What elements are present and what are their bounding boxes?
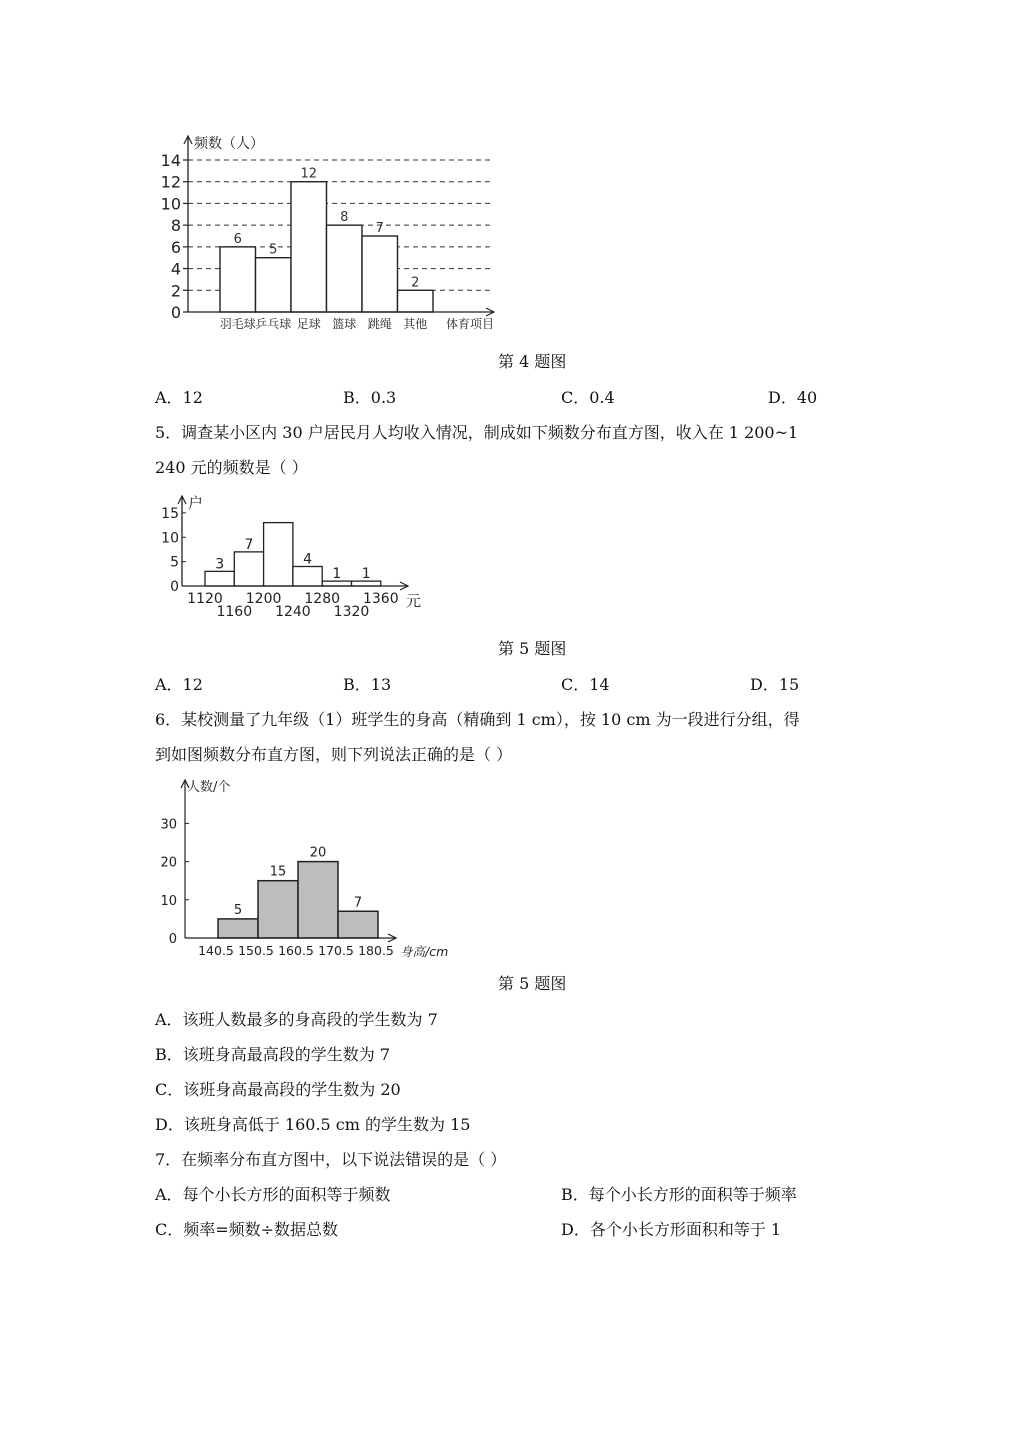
- q5-x-bin-label: 1360: [362, 591, 399, 607]
- q5-y-tick-label: 5: [170, 554, 179, 571]
- q6-option-a: A．该班人数最多的身高段的学生数为 7: [155, 1010, 438, 1029]
- q4-bar: [362, 236, 398, 312]
- q6-stem-line2: 到如图频数分布直方图，则下列说法正确的是（ ）: [155, 745, 513, 764]
- q5-bar: [234, 552, 263, 586]
- q6-y-tick-label: 30: [160, 817, 177, 833]
- q5-x-axis-label: 元: [406, 592, 422, 610]
- q5-bar-value-label: 4: [303, 551, 313, 568]
- q7-option-c: C．频率=频数÷数据总数: [155, 1220, 339, 1239]
- q5-y-tick-label: 0: [170, 579, 179, 595]
- q7-option-b: B．每个小长方形的面积等于频率: [561, 1185, 797, 1204]
- q5-bar: [293, 567, 322, 587]
- q6-bar: [338, 911, 378, 938]
- q4-bar-value-label: 6: [233, 231, 242, 247]
- q4-y-tick-label: 2: [170, 281, 181, 301]
- q6-y-tick-label: 20: [160, 855, 177, 871]
- q6-histogram: [150, 772, 460, 962]
- q5-bar: [264, 523, 293, 586]
- q6-stem-line1: 6．某校测量了九年级（1）班学生的身高（精确到 1 cm），按 10 cm 为一段进行分组，得: [155, 710, 800, 729]
- q5-x-bin-label: 1160: [216, 604, 253, 620]
- q5-stem-line1: 5．调查某小区内 30 户居民月人均收入情况，制成如下频数分布直方图，收入在 1 200~1: [155, 423, 799, 442]
- q6-x-bin-label: 180.5: [358, 943, 394, 958]
- q4-x-category-label: 跳绳: [367, 317, 392, 331]
- q4-y-tick-label: 10: [160, 194, 181, 214]
- q7-stem: 7．在频率分布直方图中，以下说法错误的是（ ）: [155, 1150, 507, 1169]
- q6-option-c: C．该班身高最高段的学生数为 20: [155, 1080, 401, 1099]
- q6-y-tick-label: 10: [160, 893, 177, 909]
- q6-bar: [258, 881, 298, 938]
- q5-option-a: A．12: [155, 675, 203, 694]
- q4-x-axis-label: 体育项目: [446, 317, 495, 331]
- q4-x-category-label: 足球: [296, 317, 321, 331]
- q4-option-a: A．12: [155, 388, 203, 407]
- q6-y-tick-label: 0: [168, 932, 177, 947]
- q5-stem-line2: 240 元的频数是（ ）: [155, 458, 308, 477]
- q4-x-category-label: 篮球: [332, 317, 357, 331]
- q6-bar: [298, 862, 338, 938]
- q4-bar: [327, 225, 363, 312]
- q6-option-b: B．该班身高最高段的学生数为 7: [155, 1045, 391, 1064]
- q4-y-tick-label: 0: [170, 303, 181, 322]
- q4-bar-value-label: 5: [269, 242, 278, 258]
- q4-bar: [256, 258, 292, 312]
- q6-x-axis-label: 身高/cm: [400, 944, 449, 959]
- q4-bar-value-label: 2: [411, 275, 420, 291]
- q5-y-tick-label: 15: [161, 505, 179, 522]
- q4-y-tick-label: 8: [170, 216, 181, 236]
- q7-option-a: A．每个小长方形的面积等于频数: [155, 1185, 391, 1204]
- q4-bar-value-label: 8: [340, 210, 349, 226]
- q6-bar-value-label: 5: [233, 902, 243, 918]
- q6-bar: [218, 919, 258, 938]
- q4-bar-chart: [150, 128, 510, 338]
- q5-y-axis-label: 户: [188, 494, 204, 512]
- q5-bar-value-label: 1: [332, 566, 342, 583]
- q5-x-bin-label: 1200: [245, 591, 282, 607]
- q4-bar: [220, 247, 256, 312]
- q6-y-axis-label: 人数/个: [187, 780, 231, 795]
- q4-bar-value-label: 7: [375, 221, 384, 236]
- q6-option-d: D．该班身高低于 160.5 cm 的学生数为 15: [155, 1115, 471, 1134]
- q4-x-category-label: 乒乓球: [255, 317, 292, 331]
- q7-option-d: D．各个小长方形面积和等于 1: [561, 1220, 782, 1239]
- q4-y-tick-label: 14: [160, 151, 181, 170]
- q5-bar-value-label: 1: [361, 566, 371, 583]
- q6-x-bin-label: 140.5: [198, 943, 234, 958]
- q5-caption: 第 5 题图: [498, 639, 567, 658]
- q4-y-tick-label: 6: [170, 237, 181, 257]
- q4-y-tick-label: 12: [160, 172, 181, 192]
- q6-bar-value-label: 15: [269, 864, 287, 880]
- q4-bar: [291, 182, 327, 312]
- q5-option-b: B．13: [343, 675, 392, 694]
- q4-y-tick-label: 4: [170, 259, 181, 279]
- q4-option-c: C．0.4: [561, 388, 615, 407]
- q5-option-d: D．15: [750, 675, 800, 694]
- q5-histogram: [150, 488, 440, 623]
- q4-y-axis-label: 频数（人）: [194, 136, 264, 152]
- q5-bar-value-label: 3: [215, 556, 225, 573]
- q5-x-bin-label: 1280: [304, 591, 341, 607]
- q4-bar: [398, 290, 434, 312]
- q5-y-tick-label: 10: [161, 530, 179, 547]
- q6-caption: 第 5 题图: [498, 974, 567, 993]
- q6-bar-value-label: 20: [309, 845, 327, 861]
- q5-x-bin-label: 1240: [275, 604, 311, 620]
- q6-x-bin-label: 160.5: [278, 943, 314, 958]
- q6-bar-value-label: 7: [353, 895, 363, 911]
- q5-x-bin-label: 1120: [187, 591, 223, 607]
- q4-x-category-label: 羽毛球: [219, 317, 256, 331]
- q4-caption: 第 4 题图: [498, 352, 567, 371]
- q5-x-bin-label: 1320: [333, 604, 370, 620]
- q4-x-category-label: 其他: [403, 317, 428, 331]
- q5-bar-value-label: 7: [244, 536, 254, 553]
- q4-option-d: D．40: [768, 388, 818, 407]
- q5-bar: [205, 571, 234, 586]
- q4-option-b: B．0.3: [343, 388, 397, 407]
- q6-x-bin-label: 150.5: [238, 943, 274, 958]
- q4-bar-value-label: 12: [300, 166, 318, 182]
- q5-option-c: C．14: [561, 675, 610, 694]
- q6-x-bin-label: 170.5: [318, 943, 354, 958]
